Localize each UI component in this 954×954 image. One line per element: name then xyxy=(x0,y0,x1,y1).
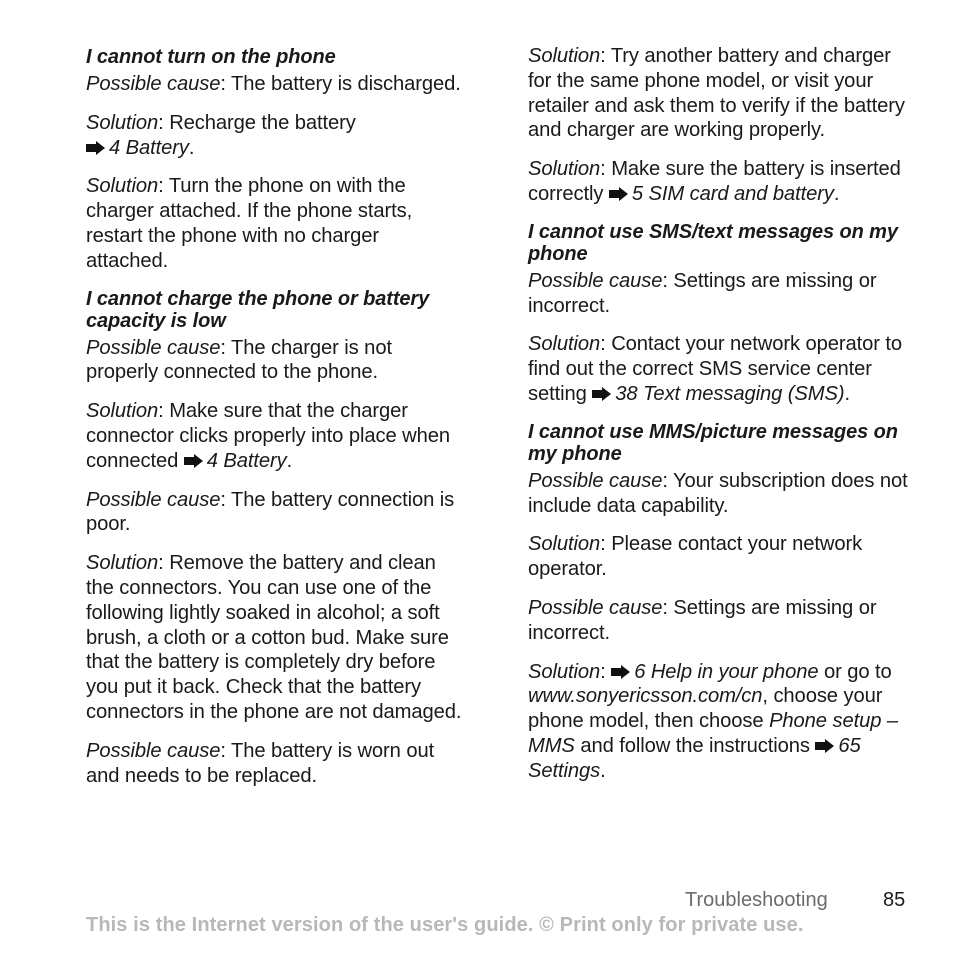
solution-paragraph: Solution: Please contact your network operator. xyxy=(528,533,863,581)
possible-cause-paragraph: Possible cause: The charger is not properly connected to the phone. xyxy=(86,336,392,384)
cross-reference-link[interactable]: 65 Settings xyxy=(528,734,861,782)
cross-reference-link[interactable]: 4 Battery xyxy=(206,449,287,472)
right-arrow-icon xyxy=(86,141,105,155)
section-heading: I cannot turn on the phone xyxy=(86,46,336,68)
section-heading: I cannot use MMS/picture messages on my phone xyxy=(528,420,898,465)
possible-cause-paragraph: Possible cause: The battery is discharged. xyxy=(86,73,461,95)
solution-label: Solution xyxy=(86,111,159,134)
possible-cause-paragraph: Possible cause: Settings are missing or incorrect. xyxy=(528,269,877,317)
solution-label: Solution xyxy=(528,533,601,556)
solution-label: Solution xyxy=(86,552,159,575)
right-arrow-icon xyxy=(609,187,628,201)
solution-label: Solution xyxy=(528,45,601,67)
possible-cause-label: Possible cause xyxy=(86,739,221,762)
cross-reference-link[interactable]: 5 SIM card and battery xyxy=(631,182,834,205)
solution-paragraph: Solution: Turn the phone on with the charger attached. If the phone starts, restart the phone with no charger attached. xyxy=(86,175,413,272)
possible-cause-label: Possible cause xyxy=(86,336,221,359)
page-number: 85 xyxy=(883,889,906,911)
solution-paragraph: Solution: 6 Help in your phone or go to www.sonyericsson.com/cn, choose your phone model, then choose Phone setup – MMS and follow the instructions 65 Settings. xyxy=(528,660,898,782)
section-heading: I cannot use SMS/text messages on my phone xyxy=(528,220,898,265)
possible-cause-label: Possible cause xyxy=(528,596,663,619)
copyright-notice: This is the Internet version of the user's guide. © Print only for private use. xyxy=(86,914,804,936)
solution-label: Solution xyxy=(86,175,159,198)
solution-label: Solution xyxy=(86,400,159,423)
possible-cause-paragraph: Possible cause: Your subscription does not include data capability. xyxy=(528,469,908,517)
possible-cause-label: Possible cause xyxy=(528,469,663,492)
right-arrow-icon xyxy=(815,739,834,753)
right-arrow-icon xyxy=(611,665,630,679)
solution-paragraph: Solution: Recharge the battery 4 Battery. xyxy=(86,111,356,159)
solution-paragraph: Solution: Remove the battery and clean the connectors. You can use one of the following lightly soaked in alcohol; a soft brush, a cloth or a cotton bud. Make sure that the battery is completely dry before you put it back. Check that the battery connectors in the phone are not damaged. xyxy=(86,552,462,723)
menu-path: Phone setup – MMS xyxy=(528,710,898,757)
right-arrow-icon xyxy=(184,454,203,468)
solution-label: Solution xyxy=(528,333,601,356)
solution-paragraph: Solution: Try another battery and charger for the same phone model, or visit your retailer and ask them to verify if the battery and charger are working properly. xyxy=(528,45,905,142)
footer-section-title: Troubleshooting xyxy=(685,889,828,911)
possible-cause-paragraph: Possible cause: The battery is worn out and needs to be replaced. xyxy=(86,739,435,787)
possible-cause-label: Possible cause xyxy=(86,73,221,95)
possible-cause-paragraph: Possible cause: The battery connection is poor. xyxy=(86,488,455,536)
section-heading: I cannot charge the phone or battery capacity is low xyxy=(86,287,430,332)
solution-paragraph: Solution: Make sure the battery is inserted correctly 5 SIM card and battery. xyxy=(528,158,901,205)
cross-reference-link[interactable]: 4 Battery xyxy=(109,136,189,159)
possible-cause-label: Possible cause xyxy=(86,488,221,511)
right-column xyxy=(528,44,908,798)
solution-paragraph: Solution: Make sure that the charger connector clicks properly into place when connected 4 Battery. xyxy=(86,400,450,472)
cross-reference-link[interactable]: 6 Help in your phone xyxy=(634,660,819,683)
cross-reference-link[interactable]: 38 Text messaging (SMS) xyxy=(615,382,845,405)
possible-cause-label: Possible cause xyxy=(528,269,663,292)
solution-paragraph: Solution: Contact your network operator to find out the correct SMS service center setting 38 Text messaging (SMS). xyxy=(528,333,902,405)
website-link[interactable]: www.sonyericsson.com/cn xyxy=(528,685,763,708)
left-column xyxy=(86,44,466,802)
solution-label: Solution xyxy=(528,660,601,683)
possible-cause-paragraph: Possible cause: Settings are missing or incorrect. xyxy=(528,596,877,644)
right-arrow-icon xyxy=(592,387,611,401)
solution-label: Solution xyxy=(528,158,601,181)
